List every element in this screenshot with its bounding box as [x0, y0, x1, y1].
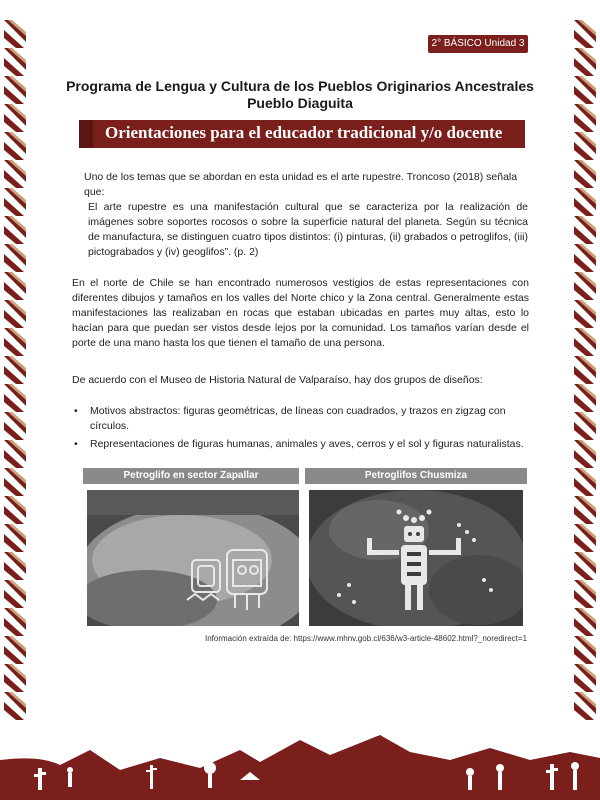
petroglyph-figure	[83, 468, 527, 628]
quote-paragraph: El arte rupestre es una manifestación cultural que se caracteriza por la realización de imágenes sobre soportes rocosos o sobre la superficie natural del planeta. Según su técnica de manufactura, se distinguen cuatro tipos distintos: (i) pinturas, (ii) grabados o petroglifos, (iii) pictograbados y (iv) geoglifos”. (p. 2)	[88, 201, 528, 258]
landscape-footer	[0, 720, 600, 800]
decorative-border-right	[574, 20, 596, 720]
bullet-icon: •	[74, 405, 78, 417]
petroglyph-photo-chusmiza	[309, 490, 523, 626]
list-item	[72, 404, 532, 434]
banner-accent	[79, 120, 93, 148]
source-note: Información extraída de: https://www.mhnv.gob.cl/636/w3-article-48602.html?_noredirect=1	[205, 634, 528, 643]
program-subtitle: Pueblo Diaguita	[247, 95, 353, 111]
decorative-border-left	[4, 20, 26, 720]
list-item	[72, 437, 532, 452]
petroglyph-photo-zapallar	[87, 490, 299, 626]
body-paragraph-1: En el norte de Chile se han encontrado numerosos vestigios de estas representaciones con diferentes dibujos y tamaños en los valles del Norte chico y la Zona central. Generalmente estas manifestaciones las realizaban en rocas que estaban ubicadas en partes muy altas, esto lo hacían para que puedan ser vistos desde lejos por la comunidad. Los tamaños varían desde el porte de una mano hasta los que tienen el tamaño de una persona.	[72, 277, 529, 349]
photo-caption-left: Petroglifo en sector Zapallar	[83, 468, 299, 484]
bullet-icon: •	[74, 438, 78, 450]
list-item-text: Representaciones de figuras humanas, animales y aves, cerros y el sol y figuras naturalistas.	[90, 438, 524, 450]
section-banner	[79, 120, 525, 148]
grade-unit-badge: 2° BÁSICO Unidad 3	[428, 35, 528, 53]
body-paragraph-2: De acuerdo con el Museo de Historia Natural de Valparaíso, hay dos grupos de diseños:	[72, 374, 483, 386]
photo-caption-right: Petroglifos Chusmiza	[305, 468, 527, 484]
design-groups-list	[72, 404, 532, 455]
intro-paragraph: Uno de los temas que se abordan en esta unidad es el arte rupestre. Troncoso (2018) señala que:	[84, 171, 518, 198]
section-banner-label: Orientaciones para el educador tradicional y/o docente	[105, 123, 503, 142]
list-item-text: Motivos abstractos: figuras geométricas, de líneas con cuadrados, y trazos en zigzag con círculos.	[90, 405, 506, 432]
program-title: Programa de Lengua y Cultura de los Pueblos Originarios Ancestrales	[66, 78, 534, 94]
